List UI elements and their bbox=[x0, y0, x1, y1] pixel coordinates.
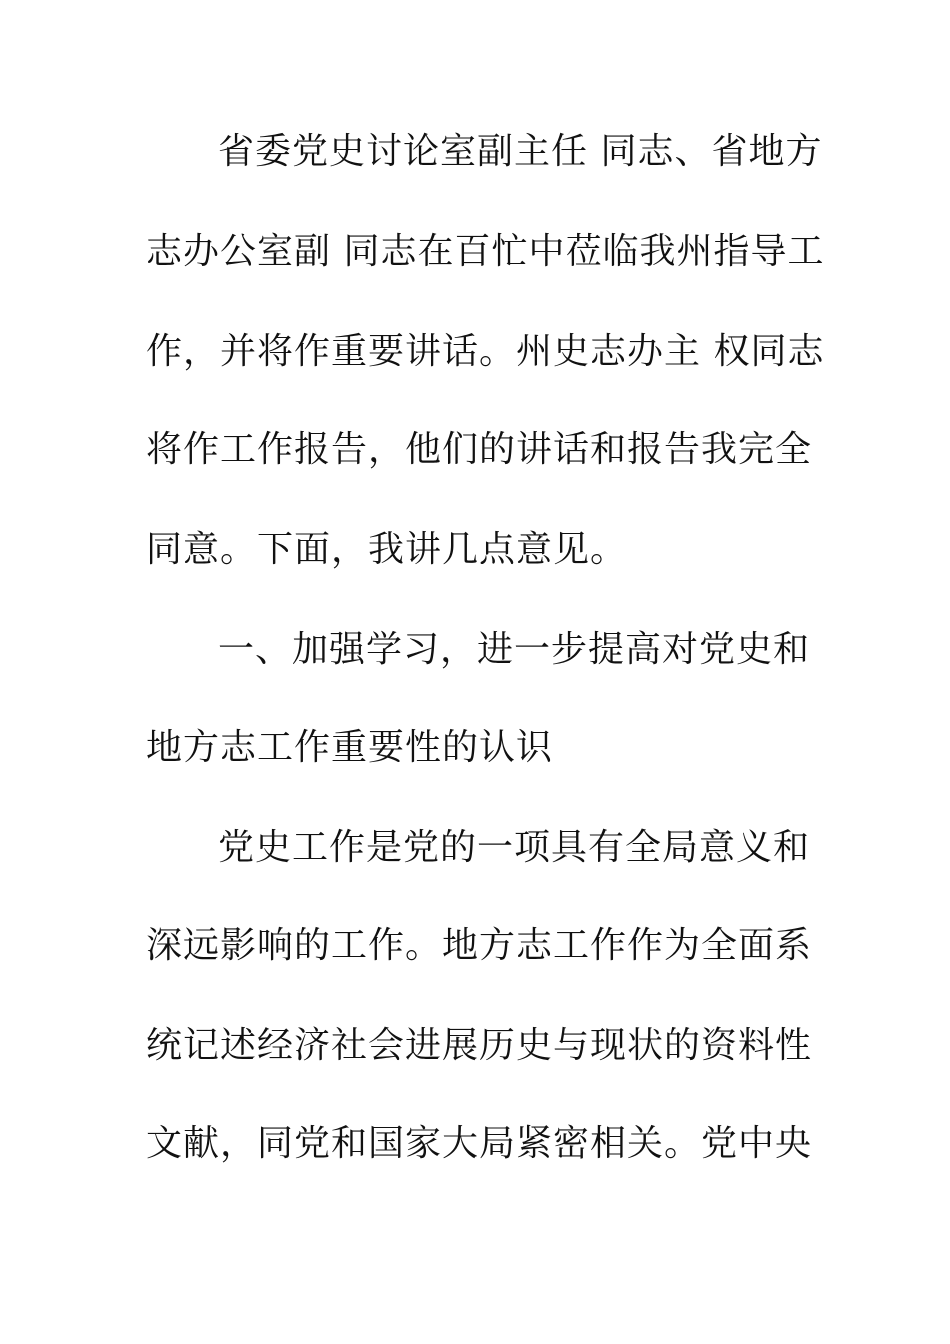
paragraph-2-line-2: 深远影响的工作。地方志工作作为全面系 bbox=[146, 925, 813, 966]
section-heading-line-2: 地方志工作重要性的认识 bbox=[146, 727, 554, 768]
section-heading-line-1: 一、加强学习，进一步提高对党史和 bbox=[218, 629, 811, 670]
paragraph-2-line-3: 统记述经济社会进展历史与现状的资料性 bbox=[146, 1025, 813, 1066]
paragraph-2-line-4: 文献，同党和国家大局紧密相关。党中央 bbox=[146, 1123, 813, 1164]
paragraph-1-line-4: 将作工作报告，他们的讲话和报告我完全 bbox=[146, 429, 813, 470]
paragraph-1-line-1: 省委党史讨论室副主任 同志、省地方 bbox=[218, 131, 823, 172]
paragraph-1-line-5: 同意。下面，我讲几点意见。 bbox=[146, 529, 628, 570]
paragraph-1-line-3: 作，并将作重要讲话。州史志办主 权同志 bbox=[146, 331, 825, 372]
paragraph-1-line-2: 志办公室副 同志在百忙中莅临我州指导工 bbox=[146, 231, 825, 272]
paragraph-2-line-1: 党史工作是党的一项具有全局意义和 bbox=[218, 827, 811, 868]
